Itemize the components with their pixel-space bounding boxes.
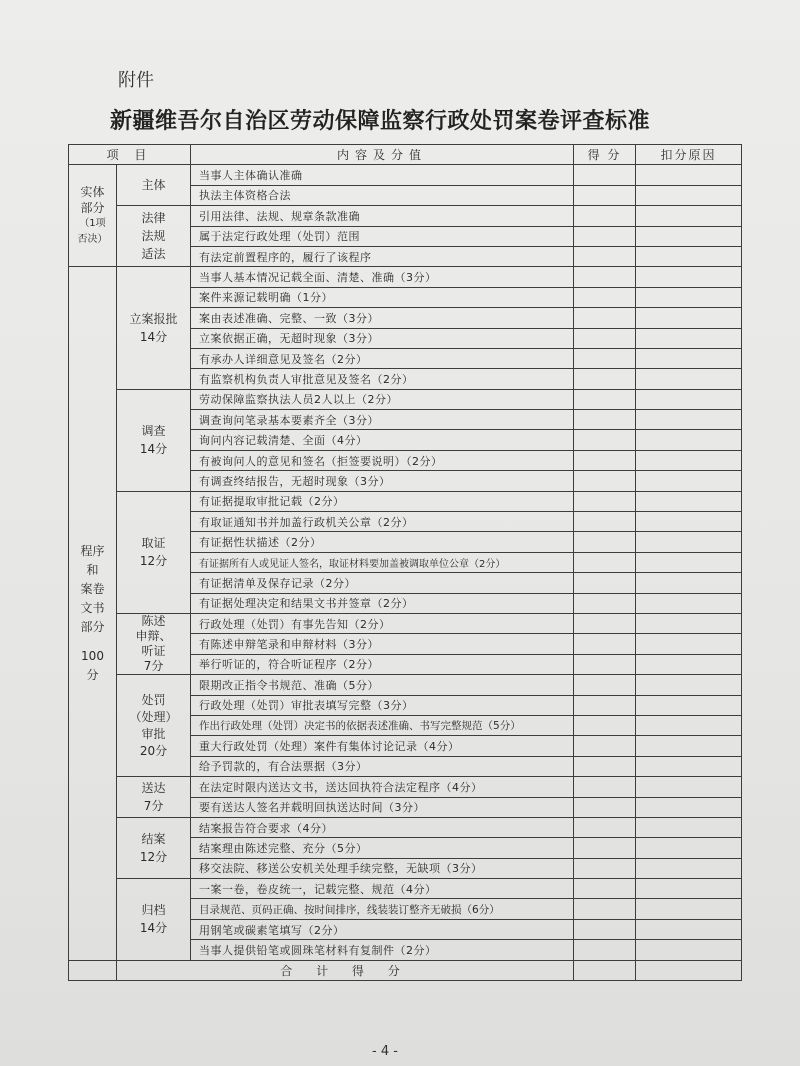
score-cell[interactable] xyxy=(574,675,636,695)
category-line: 实体 xyxy=(80,184,105,199)
score-cell[interactable] xyxy=(574,919,636,939)
total-label: 合 计 得 分 xyxy=(117,960,574,980)
section-line: 20分 xyxy=(139,743,168,758)
reason-cell[interactable] xyxy=(636,675,742,695)
section-line: 12分 xyxy=(139,554,168,569)
section-line: 立案报批 xyxy=(129,312,178,327)
reason-cell[interactable] xyxy=(636,879,742,899)
reason-cell[interactable] xyxy=(636,715,742,735)
category-line: 部分 xyxy=(80,200,105,215)
page-number: - 4 - xyxy=(372,1044,398,1059)
item-cell: 有被询问人的意见和签名（拒签要说明）（2分） xyxy=(191,450,574,470)
table-row xyxy=(69,817,742,837)
score-cell[interactable] xyxy=(574,267,636,287)
item-cell: 执法主体资格合法 xyxy=(191,185,574,205)
item-cell: 在法定时限内送达文书，送达回执符合法定程序（4分） xyxy=(191,777,574,797)
section-line: 处罚 xyxy=(141,692,166,707)
score-cell[interactable] xyxy=(574,573,636,593)
category-line: 分 xyxy=(86,667,99,682)
item-cell: 当事人基本情况记载全面、清楚、准确（3分） xyxy=(191,267,574,287)
reason-cell[interactable] xyxy=(636,165,742,185)
reason-cell[interactable] xyxy=(636,491,742,511)
score-cell[interactable] xyxy=(574,613,636,633)
table-row xyxy=(69,613,742,633)
category-line: 程序 xyxy=(80,543,105,558)
header-deduct-reason: 扣分原因 xyxy=(636,145,742,165)
section-line: 申辩、 xyxy=(135,629,172,644)
total-reason-cell[interactable] xyxy=(636,960,742,980)
section-line: （处理） xyxy=(129,709,178,724)
score-cell[interactable] xyxy=(574,328,636,348)
attachment-label: 附件 xyxy=(118,70,154,91)
item-cell: 引用法律、法规、规章条款准确 xyxy=(191,206,574,226)
category-line: （1项 xyxy=(79,217,106,229)
score-cell[interactable] xyxy=(574,287,636,307)
score-cell[interactable] xyxy=(574,797,636,817)
score-cell[interactable] xyxy=(574,308,636,328)
reason-cell[interactable] xyxy=(636,899,742,919)
score-cell[interactable] xyxy=(574,817,636,837)
score-cell[interactable] xyxy=(574,450,636,470)
total-row xyxy=(69,960,742,980)
reason-cell[interactable] xyxy=(636,613,742,633)
item-cell: 用钢笔或碳素笔填写（2分） xyxy=(191,919,574,939)
score-cell[interactable] xyxy=(574,491,636,511)
header-content: 内容及分值 xyxy=(191,145,574,165)
section-line: 适法 xyxy=(141,247,166,262)
item-cell: 有证据性状描述（2分） xyxy=(191,532,574,552)
section-line: 12分 xyxy=(139,849,168,864)
score-cell[interactable] xyxy=(574,838,636,858)
score-cell[interactable] xyxy=(574,940,636,960)
document-title: 新疆维吾尔自治区劳动保障监察行政处罚案卷评查标准 xyxy=(110,108,651,134)
item-cell: 有承办人详细意见及签名（2分） xyxy=(191,348,574,368)
item-cell: 有陈述申辩笔录和申辩材料（3分） xyxy=(191,634,574,654)
section-line: 法律 xyxy=(141,211,166,226)
total-blank-cell xyxy=(69,960,117,980)
reason-cell[interactable] xyxy=(636,226,742,246)
score-cell[interactable] xyxy=(574,552,636,572)
score-cell[interactable] xyxy=(574,246,636,266)
item-cell: 有监察机构负责人审批意见及签名（2分） xyxy=(191,369,574,389)
section-filing xyxy=(117,267,191,389)
section-delivery xyxy=(117,777,191,818)
score-cell[interactable] xyxy=(574,430,636,450)
reason-cell[interactable] xyxy=(636,552,742,572)
header-score: 得 分 xyxy=(574,145,636,165)
reason-cell[interactable] xyxy=(636,940,742,960)
category-line: 文书 xyxy=(80,600,105,615)
reason-cell[interactable] xyxy=(636,532,742,552)
reason-cell[interactable] xyxy=(636,797,742,817)
reason-cell[interactable] xyxy=(636,634,742,654)
reason-cell[interactable] xyxy=(636,430,742,450)
score-cell[interactable] xyxy=(574,410,636,430)
reason-cell[interactable] xyxy=(636,389,742,409)
score-cell[interactable] xyxy=(574,206,636,226)
score-cell[interactable] xyxy=(574,695,636,715)
item-cell: 举行听证的，符合听证程序（2分） xyxy=(191,654,574,674)
reason-cell[interactable] xyxy=(636,654,742,674)
section-line: 主体 xyxy=(141,178,166,193)
section-closing xyxy=(117,817,191,878)
category-line: 否决） xyxy=(77,233,108,245)
item-cell: 行政处理（处罚）有事先告知（2分） xyxy=(191,613,574,633)
section-law xyxy=(117,206,191,267)
reason-cell[interactable] xyxy=(636,573,742,593)
score-cell[interactable] xyxy=(574,165,636,185)
score-cell[interactable] xyxy=(574,634,636,654)
item-cell: 行政处理（处罚）审批表填写完整（3分） xyxy=(191,695,574,715)
category-line: 100 xyxy=(81,648,104,663)
reason-cell[interactable] xyxy=(636,919,742,939)
section-line: 听证 xyxy=(141,644,166,659)
section-line: 送达 xyxy=(141,781,166,795)
section-line: 调查 xyxy=(141,424,166,439)
section-archive xyxy=(117,879,191,961)
table-row xyxy=(69,675,742,695)
section-line: 14分 xyxy=(139,442,168,457)
reason-cell[interactable] xyxy=(636,736,742,756)
item-cell: 劳动保障监察执法人员2人以上（2分） xyxy=(191,389,574,409)
item-cell: 案件来源记载明确（1分） xyxy=(191,287,574,307)
score-cell[interactable] xyxy=(574,777,636,797)
section-line: 取证 xyxy=(141,536,166,551)
reason-cell[interactable] xyxy=(636,328,742,348)
item-cell: 询问内容记载清楚、全面（4分） xyxy=(191,430,574,450)
section-statement xyxy=(117,613,191,674)
item-cell: 重大行政处罚（处理）案件有集体讨论记录（4分） xyxy=(191,736,574,756)
total-score-cell[interactable] xyxy=(574,960,636,980)
item-cell: 移交法院、移送公安机关处理手续完整，无缺项（3分） xyxy=(191,858,574,878)
item-cell: 属于法定行政处理（处罚）范围 xyxy=(191,226,574,246)
item-cell: 有调查终结报告，无超时现象（3分） xyxy=(191,471,574,491)
item-cell: 有法定前置程序的，履行了该程序 xyxy=(191,246,574,266)
score-cell[interactable] xyxy=(574,879,636,899)
section-line: 审批 xyxy=(141,726,166,741)
section-line: 法规 xyxy=(141,229,166,244)
table-row xyxy=(69,165,742,185)
item-cell: 目录规范、页码正确、按时间排序，线装装订整齐无破损（6分） xyxy=(191,899,574,919)
category-substantive xyxy=(69,165,117,267)
section-line: 归档 xyxy=(141,903,166,918)
reason-cell[interactable] xyxy=(636,695,742,715)
table-row xyxy=(69,206,742,226)
section-line: 陈述 xyxy=(141,614,166,629)
evaluation-standard-table xyxy=(68,144,742,981)
reason-cell[interactable] xyxy=(636,471,742,491)
score-cell[interactable] xyxy=(574,185,636,205)
category-line: 和 xyxy=(86,562,99,577)
reason-cell[interactable] xyxy=(636,858,742,878)
score-cell[interactable] xyxy=(574,593,636,613)
item-cell: 调查询问笔录基本要素齐全（3分） xyxy=(191,410,574,430)
table-row xyxy=(69,389,742,409)
table-row xyxy=(69,879,742,899)
score-cell[interactable] xyxy=(574,471,636,491)
category-procedural xyxy=(69,267,117,960)
reason-cell[interactable] xyxy=(636,206,742,226)
category-line: 案卷 xyxy=(80,581,105,596)
item-cell: 当事人提供铅笔或圆珠笔材料有复制件（2分） xyxy=(191,940,574,960)
table-header-row xyxy=(69,145,742,165)
item-cell: 立案依据正确，无超时现象（3分） xyxy=(191,328,574,348)
table-row xyxy=(69,491,742,511)
section-line: 14分 xyxy=(139,330,168,345)
score-cell[interactable] xyxy=(574,532,636,552)
table-row xyxy=(69,267,742,287)
item-cell: 一案一卷，卷皮统一，记载完整、规范（4分） xyxy=(191,879,574,899)
item-cell: 给予罚款的，有合法票据（3分） xyxy=(191,756,574,776)
header-project: 项 目 xyxy=(69,145,191,165)
score-cell[interactable] xyxy=(574,736,636,756)
category-line: 部分 xyxy=(80,619,105,634)
reason-cell[interactable] xyxy=(636,593,742,613)
reason-cell[interactable] xyxy=(636,777,742,797)
section-line: 结案 xyxy=(141,831,166,846)
reason-cell[interactable] xyxy=(636,348,742,368)
reason-cell[interactable] xyxy=(636,287,742,307)
score-cell[interactable] xyxy=(574,654,636,674)
score-cell[interactable] xyxy=(574,899,636,919)
reason-cell[interactable] xyxy=(636,512,742,532)
score-cell[interactable] xyxy=(574,756,636,776)
section-line: 7分 xyxy=(143,659,164,674)
score-cell[interactable] xyxy=(574,389,636,409)
reason-cell[interactable] xyxy=(636,308,742,328)
item-cell: 有证据提取审批记载（2分） xyxy=(191,491,574,511)
item-cell: 作出行政处理（处罚）决定书的依据表述准确、书写完整规范（5分） xyxy=(191,715,574,735)
item-cell: 有证据处理决定和结果文书并签章（2分） xyxy=(191,593,574,613)
reason-cell[interactable] xyxy=(636,756,742,776)
section-line: 7分 xyxy=(143,799,164,813)
reason-cell[interactable] xyxy=(636,246,742,266)
reason-cell[interactable] xyxy=(636,450,742,470)
item-cell: 当事人主体确认准确 xyxy=(191,165,574,185)
score-cell[interactable] xyxy=(574,369,636,389)
reason-cell[interactable] xyxy=(636,410,742,430)
reason-cell[interactable] xyxy=(636,185,742,205)
score-cell[interactable] xyxy=(574,715,636,735)
item-cell: 有取证通知书并加盖行政机关公章（2分） xyxy=(191,512,574,532)
item-cell: 结案理由陈述完整、充分（5分） xyxy=(191,838,574,858)
score-cell[interactable] xyxy=(574,858,636,878)
section-evidence xyxy=(117,491,191,613)
reason-cell[interactable] xyxy=(636,267,742,287)
score-cell[interactable] xyxy=(574,512,636,532)
section-subject xyxy=(117,165,191,206)
item-cell: 限期改正指令书规范、准确（5分） xyxy=(191,675,574,695)
item-cell: 要有送达人签名并载明回执送达时间（3分） xyxy=(191,797,574,817)
item-cell: 案由表述准确、完整、一致（3分） xyxy=(191,308,574,328)
score-cell[interactable] xyxy=(574,348,636,368)
item-cell: 结案报告符合要求（4分） xyxy=(191,817,574,837)
reason-cell[interactable] xyxy=(636,369,742,389)
section-investigation xyxy=(117,389,191,491)
score-cell[interactable] xyxy=(574,226,636,246)
table-row xyxy=(69,777,742,797)
section-penalty xyxy=(117,675,191,777)
item-cell: 有证据所有人或见证人签名，取证材料要加盖被调取单位公章（2分） xyxy=(191,552,574,572)
reason-cell[interactable] xyxy=(636,838,742,858)
item-cell: 有证据清单及保存记录（2分） xyxy=(191,573,574,593)
section-line: 14分 xyxy=(139,921,168,936)
reason-cell[interactable] xyxy=(636,817,742,837)
